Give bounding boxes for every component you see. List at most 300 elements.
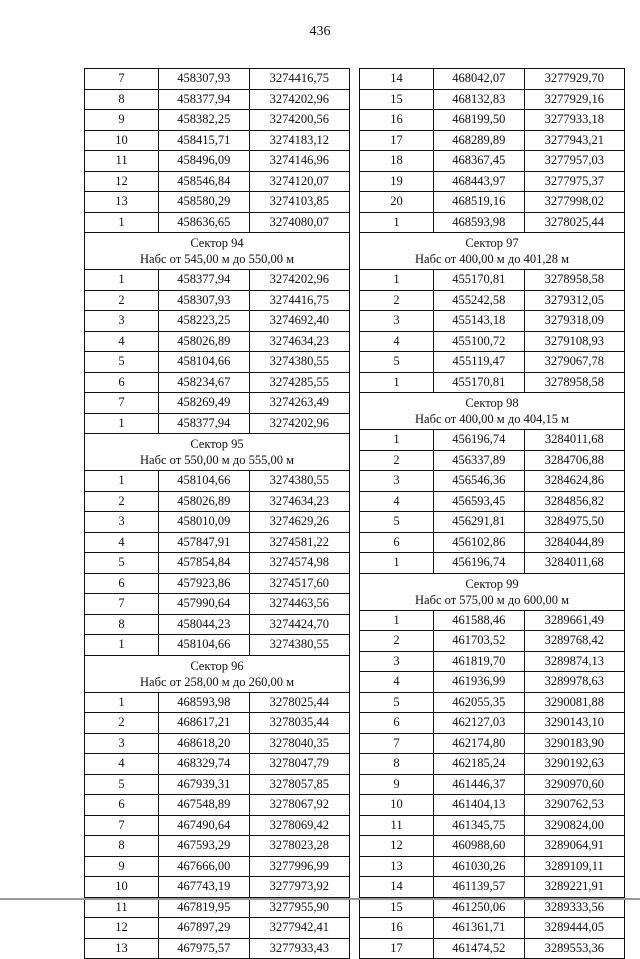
coord-x: 468289,89 <box>434 130 524 151</box>
point-number: 18 <box>360 151 434 172</box>
table-row <box>85 512 350 533</box>
point-number: 2 <box>85 290 159 311</box>
coord-x: 456291,81 <box>434 512 524 533</box>
coord-y: 3279108,93 <box>524 331 624 352</box>
table-row <box>85 532 350 553</box>
coord-y: 3284011,68 <box>524 553 624 574</box>
sector-header-row <box>85 655 350 692</box>
point-number: 5 <box>85 352 159 373</box>
coord-y: 3284624,86 <box>524 471 624 492</box>
table-row <box>360 774 625 795</box>
sector-header-row <box>85 434 350 471</box>
coord-x: 458234,67 <box>159 372 249 393</box>
coord-x: 467548,89 <box>159 795 249 816</box>
sector-title: Сектор 94 <box>190 236 244 250</box>
table-row <box>85 918 350 939</box>
coord-x: 458044,23 <box>159 614 249 635</box>
table-row <box>85 491 350 512</box>
coord-y: 3277929,70 <box>524 69 624 90</box>
coord-y: 3290970,60 <box>524 774 624 795</box>
table-row <box>85 110 350 131</box>
coord-x: 468617,21 <box>159 713 249 734</box>
coordinates-table-right <box>359 68 625 959</box>
table-row <box>85 212 350 233</box>
point-number: 17 <box>360 938 434 959</box>
coord-x: 458580,29 <box>159 192 249 213</box>
table-row <box>360 795 625 816</box>
point-number: 3 <box>85 512 159 533</box>
coord-y: 3274634,23 <box>249 331 349 352</box>
sector-title: Сектор 96 <box>190 658 244 673</box>
table-row <box>85 815 350 836</box>
table-row <box>360 610 625 631</box>
coord-x: 461030,26 <box>434 856 524 877</box>
coord-x: 467939,31 <box>159 774 249 795</box>
point-number: 2 <box>360 631 434 652</box>
point-number: 1 <box>85 692 159 713</box>
point-number: 9 <box>360 774 434 795</box>
coord-y: 3274380,55 <box>249 635 349 656</box>
sector-height-range: Набс от 545,00 м до 550,00 м <box>140 252 294 266</box>
coord-x: 461588,46 <box>434 610 524 631</box>
coord-x: 458377,94 <box>159 413 249 434</box>
coord-y: 3274416,75 <box>249 290 349 311</box>
point-number: 1 <box>360 610 434 631</box>
coord-y: 3290192,63 <box>524 754 624 775</box>
coord-y: 3278958,58 <box>524 270 624 291</box>
table-row <box>360 270 625 291</box>
coord-y: 3289978,63 <box>524 672 624 693</box>
point-number: 5 <box>360 512 434 533</box>
coord-y: 3274424,70 <box>249 614 349 635</box>
sector-header <box>360 393 625 430</box>
coord-y: 3278067,92 <box>249 795 349 816</box>
point-number: 6 <box>360 713 434 734</box>
coord-y: 3277957,03 <box>524 151 624 172</box>
point-number: 4 <box>360 331 434 352</box>
point-number: 5 <box>360 692 434 713</box>
coord-x: 456196,74 <box>434 430 524 451</box>
coord-y: 3278040,35 <box>249 733 349 754</box>
table-row <box>85 89 350 110</box>
coord-x: 461361,71 <box>434 918 524 939</box>
coord-y: 3289109,11 <box>524 856 624 877</box>
coord-y: 3274380,55 <box>249 352 349 373</box>
point-number: 6 <box>85 795 159 816</box>
coord-y: 3289444,05 <box>524 918 624 939</box>
coord-x: 461345,75 <box>434 815 524 836</box>
coord-y: 3290143,10 <box>524 713 624 734</box>
sector-title: Сектор 99 <box>465 576 519 591</box>
point-number: 1 <box>85 413 159 434</box>
point-number: 1 <box>85 212 159 233</box>
coord-x: 455100,72 <box>434 331 524 352</box>
coord-y: 3277942,41 <box>249 918 349 939</box>
coord-x: 456337,89 <box>434 450 524 471</box>
coord-y: 3279067,78 <box>524 352 624 373</box>
table-row <box>360 372 625 393</box>
point-number: 4 <box>360 672 434 693</box>
sector-header-row <box>360 393 625 430</box>
coord-x: 468593,98 <box>434 212 524 233</box>
coord-x: 458026,89 <box>159 491 249 512</box>
coord-x: 455143,18 <box>434 311 524 332</box>
coord-y: 3277998,02 <box>524 192 624 213</box>
sector-title: Сектор 98 <box>465 396 519 410</box>
page-number: 436 <box>309 24 331 39</box>
point-number: 2 <box>360 290 434 311</box>
table-row <box>360 110 625 131</box>
coord-x: 462185,24 <box>434 754 524 775</box>
point-number: 9 <box>85 856 159 877</box>
table-row <box>360 713 625 734</box>
coord-x: 456102,86 <box>434 532 524 553</box>
coord-x: 468367,45 <box>434 151 524 172</box>
coord-x: 458307,93 <box>159 290 249 311</box>
point-number: 20 <box>360 192 434 213</box>
coord-x: 461819,70 <box>434 651 524 672</box>
table-row <box>360 856 625 877</box>
table-row <box>85 795 350 816</box>
table-row <box>85 290 350 311</box>
table-row <box>360 553 625 574</box>
table-row <box>85 270 350 291</box>
coord-x: 457854,84 <box>159 553 249 574</box>
coord-x: 462174,80 <box>434 733 524 754</box>
coord-y: 3274103,85 <box>249 192 349 213</box>
coord-y: 3289064,91 <box>524 836 624 857</box>
coord-x: 456196,74 <box>434 553 524 574</box>
table-row <box>360 331 625 352</box>
coord-x: 458010,09 <box>159 512 249 533</box>
coord-y: 3290762,53 <box>524 795 624 816</box>
point-number: 8 <box>85 836 159 857</box>
point-number: 7 <box>85 594 159 615</box>
coord-x: 458104,66 <box>159 471 249 492</box>
point-number: 5 <box>360 352 434 373</box>
coord-x: 461474,52 <box>434 938 524 959</box>
coord-x: 462055,35 <box>434 692 524 713</box>
coord-x: 458269,49 <box>159 393 249 414</box>
coord-y: 3274202,96 <box>249 270 349 291</box>
coord-y: 3274285,55 <box>249 372 349 393</box>
coord-x: 467593,29 <box>159 836 249 857</box>
coord-x: 467975,57 <box>159 938 249 959</box>
point-number: 8 <box>360 754 434 775</box>
table-row <box>85 573 350 594</box>
point-number: 2 <box>360 450 434 471</box>
coord-x: 467490,64 <box>159 815 249 836</box>
coord-y: 3277975,37 <box>524 171 624 192</box>
table-row <box>360 192 625 213</box>
coord-x: 468443,97 <box>434 171 524 192</box>
table-row <box>85 69 350 90</box>
point-number: 12 <box>360 836 434 857</box>
coord-x: 458377,94 <box>159 270 249 291</box>
point-number: 1 <box>360 372 434 393</box>
point-number: 4 <box>85 532 159 553</box>
table-row <box>85 635 350 656</box>
table-row <box>85 733 350 754</box>
point-number: 2 <box>85 713 159 734</box>
table-row <box>85 192 350 213</box>
point-number: 13 <box>360 856 434 877</box>
coord-y: 3278025,44 <box>524 212 624 233</box>
sector-header-row <box>85 233 350 270</box>
coord-y: 3277996,99 <box>249 856 349 877</box>
table-row <box>360 130 625 151</box>
coord-x: 458377,94 <box>159 89 249 110</box>
table-row <box>360 89 625 110</box>
point-number: 3 <box>360 471 434 492</box>
coord-x: 467897,29 <box>159 918 249 939</box>
point-number: 15 <box>360 897 434 918</box>
coord-y: 3277973,92 <box>249 877 349 898</box>
coord-y: 3277943,21 <box>524 130 624 151</box>
coord-x: 468329,74 <box>159 754 249 775</box>
point-number: 4 <box>85 331 159 352</box>
sector-header-row <box>360 573 625 610</box>
point-number: 13 <box>85 938 159 959</box>
table-row <box>360 532 625 553</box>
point-number: 1 <box>360 212 434 233</box>
table-row <box>360 290 625 311</box>
point-number: 10 <box>360 795 434 816</box>
table-row <box>85 856 350 877</box>
point-number: 4 <box>360 491 434 512</box>
coord-x: 468519,16 <box>434 192 524 213</box>
point-number: 17 <box>360 130 434 151</box>
point-number: 1 <box>85 635 159 656</box>
coord-y: 3277929,16 <box>524 89 624 110</box>
point-number: 1 <box>360 553 434 574</box>
point-number: 4 <box>85 754 159 775</box>
sector-height-range: Набс от 575,00 м до 600,00 м <box>415 592 569 607</box>
table-row <box>360 450 625 471</box>
coord-y: 3274120,07 <box>249 171 349 192</box>
point-number: 1 <box>85 270 159 291</box>
coord-y: 3290824,00 <box>524 815 624 836</box>
table-row <box>360 69 625 90</box>
point-number: 8 <box>85 89 159 110</box>
coord-x: 467819,95 <box>159 897 249 918</box>
coord-y: 3278023,28 <box>249 836 349 857</box>
coord-y: 3278035,44 <box>249 713 349 734</box>
coord-y: 3277933,43 <box>249 938 349 959</box>
coord-x: 467666,00 <box>159 856 249 877</box>
table-row <box>85 594 350 615</box>
table-row <box>360 692 625 713</box>
coord-y: 3284044,89 <box>524 532 624 553</box>
table-row <box>360 491 625 512</box>
point-number: 12 <box>85 918 159 939</box>
coord-y: 3274200,56 <box>249 110 349 131</box>
coord-y: 3274581,22 <box>249 532 349 553</box>
coord-y: 3274629,26 <box>249 512 349 533</box>
coord-y: 3284011,68 <box>524 430 624 451</box>
coord-y: 3289768,42 <box>524 631 624 652</box>
point-number: 16 <box>360 110 434 131</box>
table-row <box>85 938 350 959</box>
table-row <box>360 651 625 672</box>
coord-y: 3278057,85 <box>249 774 349 795</box>
sector-height-range: Набс от 400,00 м до 401,28 м <box>415 252 569 266</box>
table-row <box>360 151 625 172</box>
table-row <box>85 171 350 192</box>
coord-x: 461250,06 <box>434 897 524 918</box>
coord-y: 3284856,82 <box>524 491 624 512</box>
point-number: 11 <box>85 151 159 172</box>
coord-x: 458415,71 <box>159 130 249 151</box>
table-row <box>360 815 625 836</box>
coord-y: 3274380,55 <box>249 471 349 492</box>
table-row <box>85 877 350 898</box>
coord-y: 3274416,75 <box>249 69 349 90</box>
coord-y: 3289221,91 <box>524 877 624 898</box>
coord-x: 455242,58 <box>434 290 524 311</box>
table-row <box>360 512 625 533</box>
table-row <box>85 553 350 574</box>
coord-x: 455170,81 <box>434 372 524 393</box>
coord-x: 455119,47 <box>434 352 524 373</box>
table-row <box>85 130 350 151</box>
coord-y: 3274183,12 <box>249 130 349 151</box>
table-row <box>85 774 350 795</box>
sector-header-row <box>360 233 625 270</box>
table-row <box>360 836 625 857</box>
point-number: 3 <box>360 651 434 672</box>
sector-height-range: Набс от 258,00 м до 260,00 м <box>140 674 294 689</box>
coord-x: 468132,83 <box>434 89 524 110</box>
point-number: 10 <box>85 877 159 898</box>
point-number: 5 <box>85 553 159 574</box>
table-row <box>360 938 625 959</box>
table-row <box>85 331 350 352</box>
coord-y: 3274574,98 <box>249 553 349 574</box>
coord-y: 3289553,36 <box>524 938 624 959</box>
point-number: 8 <box>85 614 159 635</box>
coord-x: 456593,45 <box>434 491 524 512</box>
sector-header <box>85 655 350 692</box>
coord-x: 457923,86 <box>159 573 249 594</box>
point-number: 7 <box>85 815 159 836</box>
coord-y: 3279312,05 <box>524 290 624 311</box>
point-number: 12 <box>85 171 159 192</box>
point-number: 6 <box>85 573 159 594</box>
sector-header <box>360 233 625 270</box>
table-row <box>360 352 625 373</box>
sector-height-range: Набс от 400,00 м до 404,15 м <box>415 412 569 426</box>
coord-x: 461936,99 <box>434 672 524 693</box>
point-number: 15 <box>360 89 434 110</box>
coord-x: 468042,07 <box>434 69 524 90</box>
table-row <box>85 692 350 713</box>
coord-x: 458104,66 <box>159 635 249 656</box>
table-row <box>85 836 350 857</box>
coord-x: 460988,60 <box>434 836 524 857</box>
coord-y: 3290183,90 <box>524 733 624 754</box>
coordinates-table-left <box>84 68 350 959</box>
point-number: 11 <box>360 815 434 836</box>
coord-x: 458104,66 <box>159 352 249 373</box>
coord-y: 3278025,44 <box>249 692 349 713</box>
coord-y: 3278069,42 <box>249 815 349 836</box>
sector-title: Сектор 97 <box>465 236 519 250</box>
coord-x: 455170,81 <box>434 270 524 291</box>
coord-y: 3278958,58 <box>524 372 624 393</box>
point-number: 10 <box>85 130 159 151</box>
table-row <box>360 471 625 492</box>
coord-x: 467743,19 <box>159 877 249 898</box>
table-row <box>85 614 350 635</box>
coord-y: 3274517,60 <box>249 573 349 594</box>
coord-x: 461139,57 <box>434 877 524 898</box>
coord-x: 461446,37 <box>434 774 524 795</box>
coord-y: 3274263,49 <box>249 393 349 414</box>
coord-x: 468593,98 <box>159 692 249 713</box>
coord-x: 461703,52 <box>434 631 524 652</box>
coord-y: 3274080,07 <box>249 212 349 233</box>
table-row <box>360 171 625 192</box>
sector-header <box>360 573 625 610</box>
sector-header <box>85 434 350 471</box>
point-number: 1 <box>85 471 159 492</box>
point-number: 1 <box>360 270 434 291</box>
coord-y: 3290081,88 <box>524 692 624 713</box>
coord-y: 3289661,49 <box>524 610 624 631</box>
coord-x: 458546,84 <box>159 171 249 192</box>
table-row <box>360 733 625 754</box>
coord-y: 3279318,09 <box>524 311 624 332</box>
sector-height-range: Набс от 550,00 м до 555,00 м <box>140 453 294 467</box>
coord-x: 457990,64 <box>159 594 249 615</box>
coord-y: 3284975,50 <box>524 512 624 533</box>
point-number: 3 <box>85 733 159 754</box>
coord-y: 3274692,40 <box>249 311 349 332</box>
point-number: 19 <box>360 171 434 192</box>
point-number: 14 <box>360 877 434 898</box>
coord-x: 456546,36 <box>434 471 524 492</box>
point-number: 1 <box>360 430 434 451</box>
table-row <box>360 311 625 332</box>
point-number: 3 <box>85 311 159 332</box>
coord-x: 458636,65 <box>159 212 249 233</box>
table-row <box>360 672 625 693</box>
table-row <box>85 311 350 332</box>
point-number: 14 <box>360 69 434 90</box>
coord-x: 458382,25 <box>159 110 249 131</box>
coord-y: 3289874,13 <box>524 651 624 672</box>
table-row <box>360 918 625 939</box>
coord-x: 468618,20 <box>159 733 249 754</box>
table-row <box>360 754 625 775</box>
table-row <box>85 151 350 172</box>
point-number: 13 <box>85 192 159 213</box>
coord-y: 3274146,96 <box>249 151 349 172</box>
point-number: 6 <box>360 532 434 553</box>
coord-y: 3274202,96 <box>249 413 349 434</box>
table-row <box>85 393 350 414</box>
table-row <box>85 352 350 373</box>
sector-title: Сектор 95 <box>190 437 244 451</box>
table-row <box>85 471 350 492</box>
point-number: 3 <box>360 311 434 332</box>
coord-y: 3289333,56 <box>524 897 624 918</box>
coord-x: 461404,13 <box>434 795 524 816</box>
coord-x: 457847,91 <box>159 532 249 553</box>
coord-y: 3274463,56 <box>249 594 349 615</box>
table-row <box>85 897 350 918</box>
